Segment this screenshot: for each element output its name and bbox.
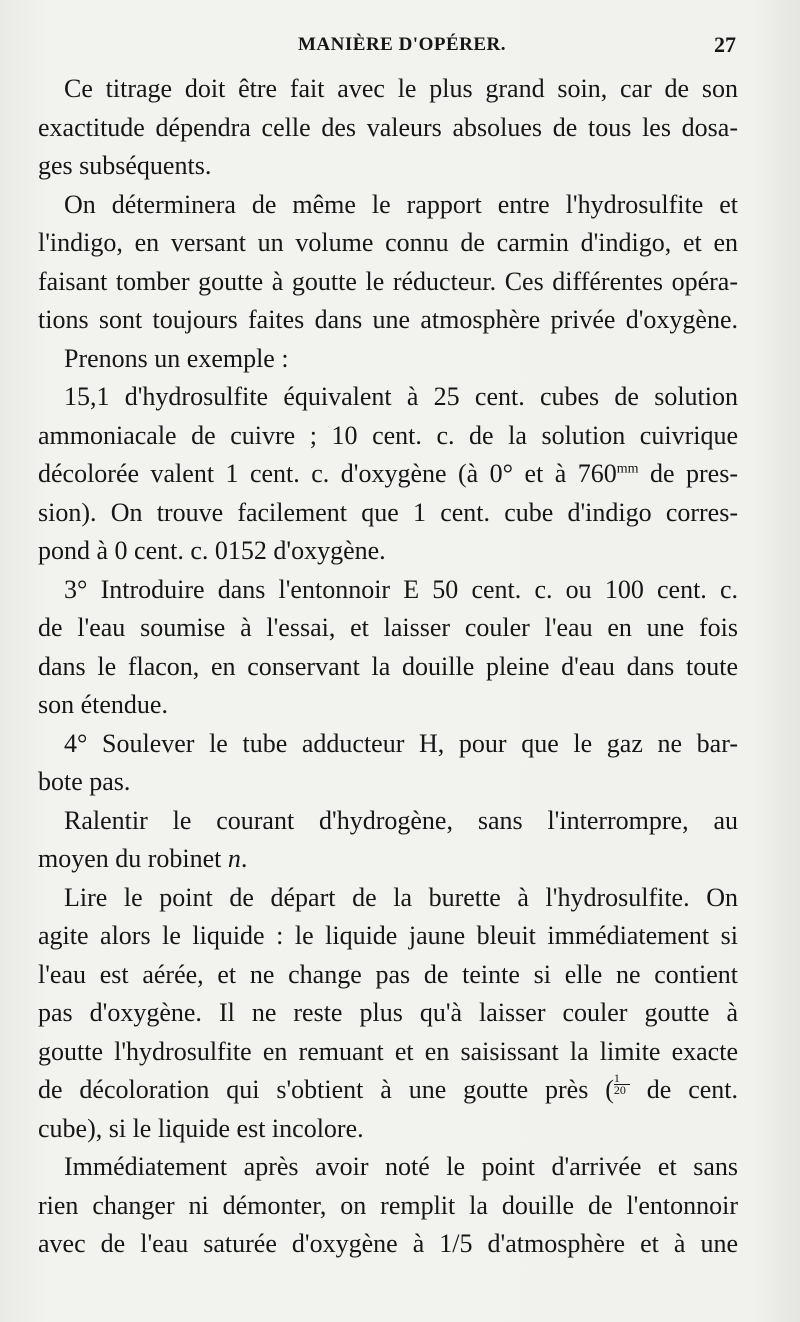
text-line xyxy=(38,455,738,494)
running-head: MANIÈRE D'OPÉRER. xyxy=(298,34,507,55)
text-line-content: ammoniacale de cuivre ; 10 cent. c. de la solution cuivrique xyxy=(38,420,738,450)
text-line xyxy=(38,840,738,879)
text-line-content: bote pas. xyxy=(38,767,131,796)
text-line-content: l'indigo, en versant un volume connu de carmin d'indigo, et en xyxy=(38,228,738,257)
text-line xyxy=(38,956,738,995)
text-line-content: 3° Introduire dans l'entonnoir E 50 cent. c. ou 100 cent. c. xyxy=(64,574,738,604)
text-line xyxy=(38,1148,738,1187)
text-line-content: goutte l'hydrosulfite en remuant et en saisissant la limite exacte xyxy=(38,1036,738,1066)
text-line xyxy=(38,224,738,263)
text-line-content: moyen du robinet xyxy=(38,844,228,873)
text-line xyxy=(38,994,738,1033)
text-line-content: Ce titrage doit être fait avec le plus grand soin, car de son xyxy=(64,74,738,103)
text-line xyxy=(38,648,738,687)
text-line xyxy=(38,917,738,956)
text-line-content: pond à 0 cent. c. 0152 d'oxygène. xyxy=(38,536,386,565)
text-line xyxy=(38,763,738,802)
text-line-content: faisant tomber goutte à goutte le réducteur. Ces différentes opéra- xyxy=(38,266,738,296)
text-line xyxy=(38,494,738,533)
text-line xyxy=(38,147,738,186)
text-line-content: avec de l'eau saturée d'oxygène à 1/5 d'atmosphère et à une xyxy=(38,1229,738,1258)
text-line-content: Ralentir le courant d'hydrogène, sans l'interrompre, au xyxy=(64,805,738,835)
text-line-continuation: de cent. xyxy=(629,1075,738,1104)
fraction-denominator: 20 xyxy=(613,1083,626,1097)
text-line-content: Immédiatement après avoir noté le point d'arrivée et sans xyxy=(64,1152,738,1181)
text-line-content: 15,1 d'hydrosulfite équivalent à 25 cent. cubes de solution xyxy=(64,382,738,411)
text-line xyxy=(38,532,738,571)
text-line xyxy=(38,301,738,340)
text-line-content: Prenons un exemple : xyxy=(64,343,289,373)
text-line-content: agite alors le liquide : le liquide jaune bleuit immédiatement si xyxy=(38,921,738,950)
page-header xyxy=(0,32,800,62)
text-line-content: décolorée valent 1 cent. c. d'oxygène (à 0° et à 760 xyxy=(38,459,617,488)
italic-letter: n xyxy=(227,844,241,873)
text-line-content: On déterminera de même le rapport entre l'hydrosulfite et xyxy=(64,189,738,219)
text-line xyxy=(38,1033,738,1072)
text-line-content: rien changer ni démonter, on remplit la douille de l'entonnoir xyxy=(38,1190,738,1220)
text-line-content: de l'eau soumise à l'essai, et laisser couler l'eau en une fois xyxy=(38,613,738,642)
text-line xyxy=(38,70,738,109)
fraction-numerator: 1 xyxy=(614,1073,630,1085)
text-line xyxy=(38,609,738,648)
text-line xyxy=(38,802,738,841)
text-line xyxy=(38,417,738,456)
fraction xyxy=(614,1073,630,1096)
text-line-content: ges subséquents. xyxy=(38,151,212,180)
text-line-content: l'eau est aérée, et ne change pas de teinte si elle ne contient xyxy=(38,959,738,989)
text-line-content: de décoloration qui s'obtient à une goutte près ( xyxy=(38,1075,614,1104)
text-line-continuation: . xyxy=(240,844,248,873)
text-line xyxy=(38,1110,738,1149)
page-number: 27 xyxy=(714,32,736,57)
text-line xyxy=(38,378,738,417)
text-line xyxy=(38,263,738,302)
text-line xyxy=(38,186,738,225)
body-text xyxy=(38,70,738,1264)
text-line xyxy=(38,1225,738,1264)
text-line-content: cube), si le liquide est incolore. xyxy=(38,1113,364,1143)
text-line-content: Lire le point de départ de la burette à l'hydrosulfite. On xyxy=(64,882,738,912)
text-line-content: pas d'oxygène. Il ne reste plus qu'à laisser couler goutte à xyxy=(38,998,738,1027)
text-line-content: son étendue. xyxy=(38,690,168,719)
text-line xyxy=(38,879,738,918)
superscript-unit: mm xyxy=(616,461,639,477)
text-line xyxy=(38,571,738,610)
text-line xyxy=(38,1071,738,1110)
text-line-content: sion). On trouve facilement que 1 cent. cube d'indigo corres- xyxy=(38,497,738,527)
text-line-content: exactitude dépendra celle des valeurs absolues de tous les dosa- xyxy=(38,112,738,142)
text-line-content: dans le flacon, en conservant la douille pleine d'eau dans toute xyxy=(38,651,738,681)
text-line-content: 4° Soulever le tube adducteur H, pour que le gaz ne bar- xyxy=(64,728,738,758)
text-line xyxy=(38,1187,738,1226)
text-line xyxy=(38,340,738,379)
text-line-content: tions sont toujours faites dans une atmosphère privée d'oxygène. xyxy=(38,305,738,334)
text-line-continuation: de pres- xyxy=(638,459,738,488)
text-line xyxy=(38,109,738,148)
text-line xyxy=(38,725,738,764)
text-line xyxy=(38,686,738,725)
